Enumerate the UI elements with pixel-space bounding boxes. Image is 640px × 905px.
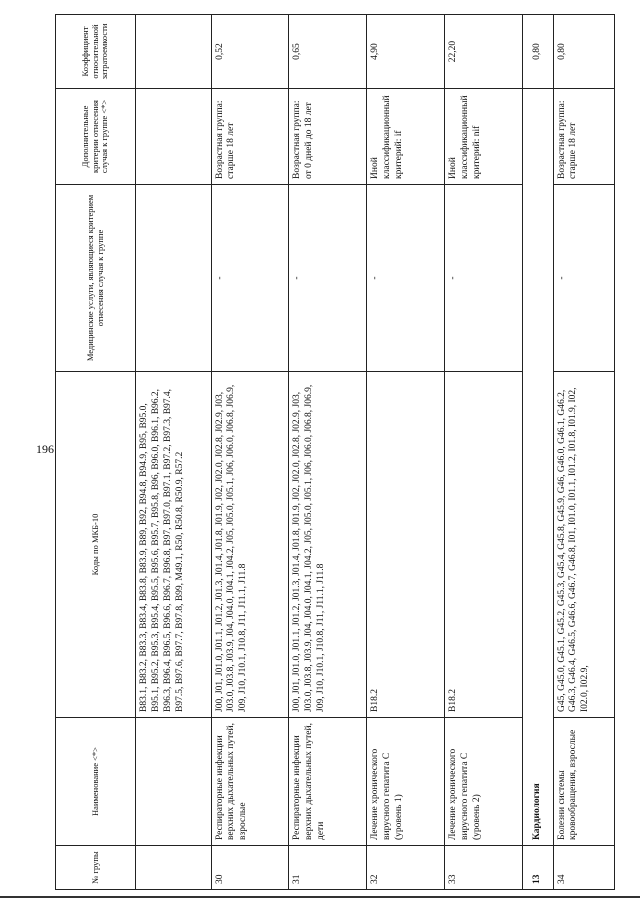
page-number: 196 <box>36 442 54 456</box>
header-criteria: Дополнительные критерии отнесения случая к группе <*> <box>56 89 136 185</box>
header-name: Наименование <*> <box>56 718 136 846</box>
header-services: Медицинские услуги, являющиеся критерием отнесения случая к группе <box>56 185 136 372</box>
table-row <box>553 15 614 890</box>
table-row <box>211 15 289 890</box>
page-bottom-rule <box>0 896 640 898</box>
table-row <box>445 15 523 890</box>
header-coef: Коэффициент относительной затратоемкости <box>56 15 136 89</box>
table-header-row <box>56 15 136 890</box>
row-coef <box>136 15 212 89</box>
row-num: 34 <box>553 846 614 890</box>
row-codes: B18.2 <box>445 372 523 718</box>
section-num: 13 <box>522 846 553 890</box>
header-codes: Коды по МКБ-10 <box>56 372 136 718</box>
row-services: - <box>211 185 289 372</box>
row-coef: 0,80 <box>553 15 614 89</box>
row-name: Респираторные инфекции верхних дыхательных путей, дети <box>289 718 367 846</box>
row-criteria <box>136 89 212 185</box>
row-coef: 4,90 <box>367 15 445 89</box>
row-name: Лечение хронического вирусного гепатита C (уровень 1) <box>367 718 445 846</box>
row-name: Лечение хронического вирусного гепатита C (уровень 2) <box>445 718 523 846</box>
row-codes: B83.1, B83.2, B83.3, B83.4, B83.8, B83.9, B89, B92, B94.8, B94.9, B95, B95.0, B95.1, B95.2, B95.3, B95.4, B95.5, B95.6, B95.7, B95.8, B96, B96.0, B96.1, B96.2, B96.3, B96.4, B96.5, B96.6, B96.7, B96.8, B97, B97.0, B97.1, B97.2, B97.3, B97.4, B97.5, B97.6, B97.7, B97.8, B99, M49.1, R50, R50.8, R50.9, R57.2 <box>136 372 212 718</box>
row-services: - <box>445 185 523 372</box>
ksg-table <box>55 14 615 890</box>
row-services: - <box>367 185 445 372</box>
row-num <box>136 846 212 890</box>
table-row <box>136 15 212 890</box>
row-codes: B18.2 <box>367 372 445 718</box>
row-coef: 0,65 <box>289 15 367 89</box>
row-codes: G45, G45.0, G45.1, G45.2, G45.3, G45.4, G45.8, G45.9, G46, G46.0, G46.1, G46.2, G46.3, G46.4, G46.5, G46.6, G46.7, G46.8, I01, I01.0, I01.1, I01.2, I01.8, I01.9, I02, I02.0, I02.9, <box>553 372 614 718</box>
row-codes: J00, J01, J01.0, J01.1, J01.2, J01.3, J01.4, J01.8, J01.9, J02, J02.0, J02.8, J02.9, J03, J03.0, J03.8, J03.9, J04, J04.0, J04.1, J04.2, J05, J05.0, J05.1, J06, J06.0, J06.8, J06.9, J09, J10, J10.1, J10.8, J11, J11.1, J11.8 <box>289 372 367 718</box>
row-num: 31 <box>289 846 367 890</box>
section-title: Кардиология <box>522 89 553 846</box>
row-services <box>136 185 212 372</box>
row-criteria: Иной классификационный критерий: nif <box>445 89 523 185</box>
row-name: Респираторные инфекции верхних дыхательных путей, взрослые <box>211 718 289 846</box>
section-row-cardiology <box>522 15 553 890</box>
row-coef: 22,20 <box>445 15 523 89</box>
row-services: - <box>553 185 614 372</box>
header-num: № групы <box>56 846 136 890</box>
table-row <box>289 15 367 890</box>
row-codes: J00, J01, J01.0, J01.1, J01.2, J01.3, J01.4, J01.8, J01.9, J02, J02.0, J02.8, J02.9, J03, J03.0, J03.8, J03.9, J04, J04.0, J04.1, J04.2, J05, J05.0, J05.1, J06, J06.0, J06.8, J06.9, J09, J10, J10.1, J10.8, J11, J11.1, J11.8 <box>211 372 289 718</box>
row-criteria: Возрастная группа: старше 18 лет <box>553 89 614 185</box>
section-coef: 0,80 <box>522 15 553 89</box>
row-name: Болезни системы кровообращения, взрослые <box>553 718 614 846</box>
row-num: 32 <box>367 846 445 890</box>
row-num: 30 <box>211 846 289 890</box>
row-criteria: Возрастная группа: от 0 дней до 18 лет <box>289 89 367 185</box>
table-row <box>367 15 445 890</box>
row-name <box>136 718 212 846</box>
row-criteria: Иной классификационный критерий: if <box>367 89 445 185</box>
row-coef: 0,52 <box>211 15 289 89</box>
row-criteria: Возрастная группа: старше 18 лет <box>211 89 289 185</box>
row-num: 33 <box>445 846 523 890</box>
rotated-table-container <box>55 15 615 890</box>
row-services: - <box>289 185 367 372</box>
